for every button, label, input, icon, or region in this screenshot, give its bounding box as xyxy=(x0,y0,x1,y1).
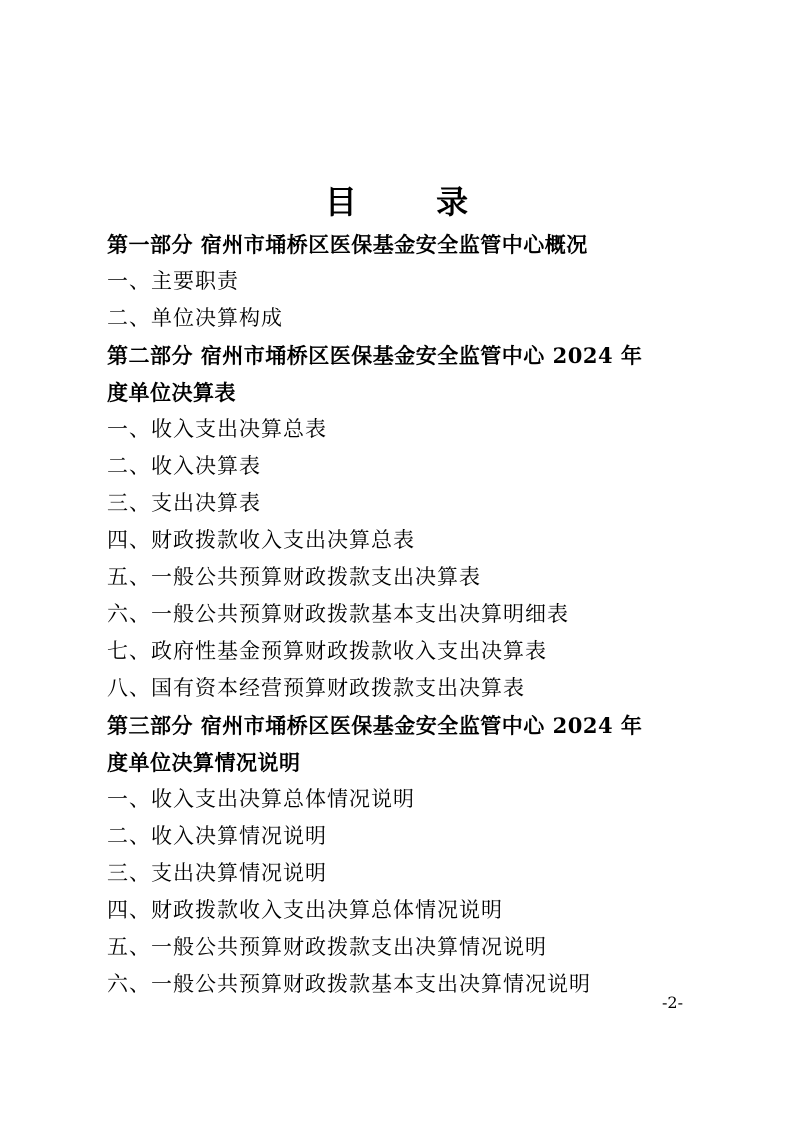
toc-line: 第二部分 宿州市埇桥区医保基金安全监管中心 2024 年 xyxy=(107,343,643,368)
toc-line: 四、财政拨款收入支出决算总表 xyxy=(107,528,415,552)
toc-line: 六、一般公共预算财政拨款基本支出决算明细表 xyxy=(107,602,569,626)
toc-line: 第三部分 宿州市埇桥区医保基金安全监管中心 2024 年 xyxy=(107,713,643,738)
toc-line: 八、国有资本经营预算财政拨款支出决算表 xyxy=(107,676,525,700)
toc-line: 七、政府性基金预算财政拨款收入支出决算表 xyxy=(107,639,547,663)
page-title: 目 录 xyxy=(324,183,503,221)
toc-line: 二、收入决算表 xyxy=(107,454,261,478)
toc-line: 一、收入支出决算总体情况说明 xyxy=(107,787,415,811)
toc-line: 一、主要职责 xyxy=(107,269,239,293)
toc-line: 二、单位决算构成 xyxy=(107,306,283,330)
toc-line: 三、支出决算表 xyxy=(107,491,261,515)
toc-line: 四、财政拨款收入支出决算总体情况说明 xyxy=(107,898,503,922)
page-number: -2- xyxy=(662,993,683,1012)
table-of-contents xyxy=(107,226,707,1003)
toc-line: 二、收入决算情况说明 xyxy=(107,824,327,848)
toc-line: 五、一般公共预算财政拨款支出决算情况说明 xyxy=(107,935,547,959)
toc-line: 五、一般公共预算财政拨款支出决算表 xyxy=(107,565,481,589)
toc-line: 六、一般公共预算财政拨款基本支出决算情况说明 xyxy=(107,972,591,996)
toc-line: 一、收入支出决算总表 xyxy=(107,417,327,441)
toc-line: 度单位决算表 xyxy=(107,380,236,405)
toc-line: 三、支出决算情况说明 xyxy=(107,861,327,885)
toc-line: 第一部分 宿州市埇桥区医保基金安全监管中心概况 xyxy=(107,232,588,257)
toc-line: 度单位决算情况说明 xyxy=(107,750,301,775)
